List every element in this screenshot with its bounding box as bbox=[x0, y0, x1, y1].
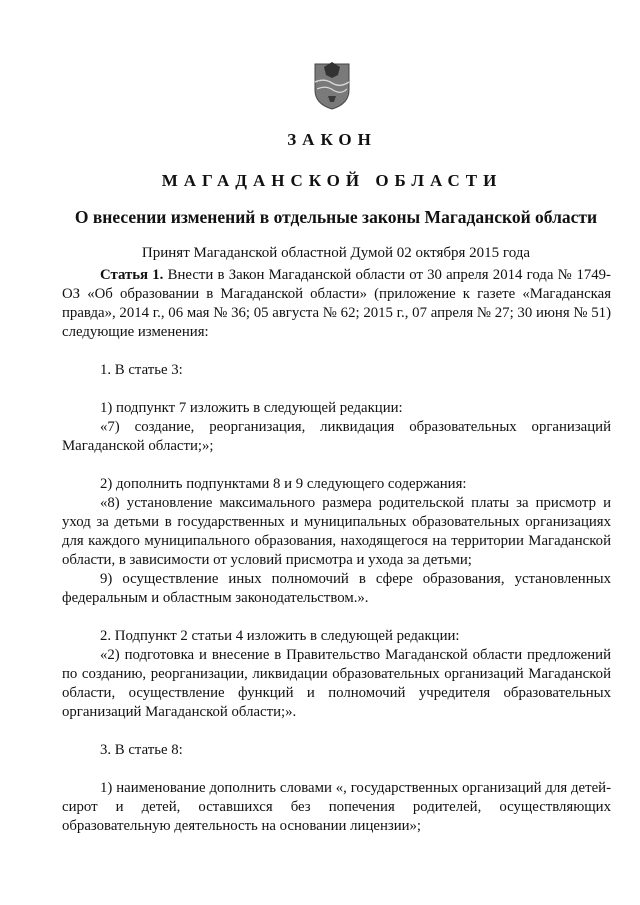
section-1-item-2-quote-8: «8) установление максимального размера родительской платы за присмотр и уход за детьми в государственных и муниципальных образовательных организациях для каждого муниципального образования, находящегося на территории Магаданской области, в зависимости от условий присмотра и ухода за детьми; bbox=[62, 495, 611, 568]
coat-of-arms-icon bbox=[312, 58, 352, 110]
article-1-paragraph bbox=[62, 266, 611, 342]
region-heading: МАГАДАНСКОЙ ОБЛАСТИ bbox=[161, 171, 503, 190]
section-3-item-1: 1) наименование дополнить словами «, государственных организаций для детей-сирот и детей, оставшихся без попечения родителей, осуществляющих образовательную деятельность на основании лицензии»; bbox=[62, 780, 611, 834]
section-1-item-2: 2) дополнить подпунктами 8 и 9 следующего содержания: bbox=[100, 476, 467, 492]
section-3-heading: 3. В статье 8: bbox=[100, 742, 183, 758]
adoption-date-line: Принят Магаданской областной Думой 02 октября 2015 года bbox=[141, 245, 531, 261]
law-title: О внесении изменений в отдельные законы Магаданской области bbox=[74, 207, 598, 227]
section-2-heading: 2. Подпункт 2 статьи 4 изложить в следующей редакции: bbox=[100, 628, 460, 644]
section-2-quote: «2) подготовка и внесение в Правительство Магаданской области предложений по созданию, реорганизации, ликвидации образовательных организаций Магаданской области, осуществление функций и полномочий учредителя образовательных организаций Магаданской области;». bbox=[62, 647, 611, 720]
article-1-text: Внести в Закон Магаданской области от 30 апреля 2014 года № 1749-ОЗ «Об образовании в Магаданской области» (приложение к газете «Магаданская правда», 2014 г., 06 мая № 36; 05 августа № 62; 2015 г., 07 апреля № 27; 30 июня № 51) следующие изменения: bbox=[62, 267, 611, 340]
document-type-heading: ЗАКОН bbox=[287, 130, 377, 149]
section-1-item-1-quote: «7) создание, реорганизация, ликвидация образовательных организаций Магаданской области;»; bbox=[62, 419, 611, 454]
article-1-label: Статья 1. bbox=[100, 267, 164, 283]
section-1-item-1: 1) подпункт 7 изложить в следующей редакции: bbox=[100, 400, 403, 416]
law-body bbox=[62, 266, 611, 836]
section-1-item-2-quote-9: 9) осуществление иных полномочий в сфере образования, установленных федеральным и областным законодательством.». bbox=[62, 571, 611, 606]
section-1-heading: 1. В статье 3: bbox=[100, 362, 183, 378]
